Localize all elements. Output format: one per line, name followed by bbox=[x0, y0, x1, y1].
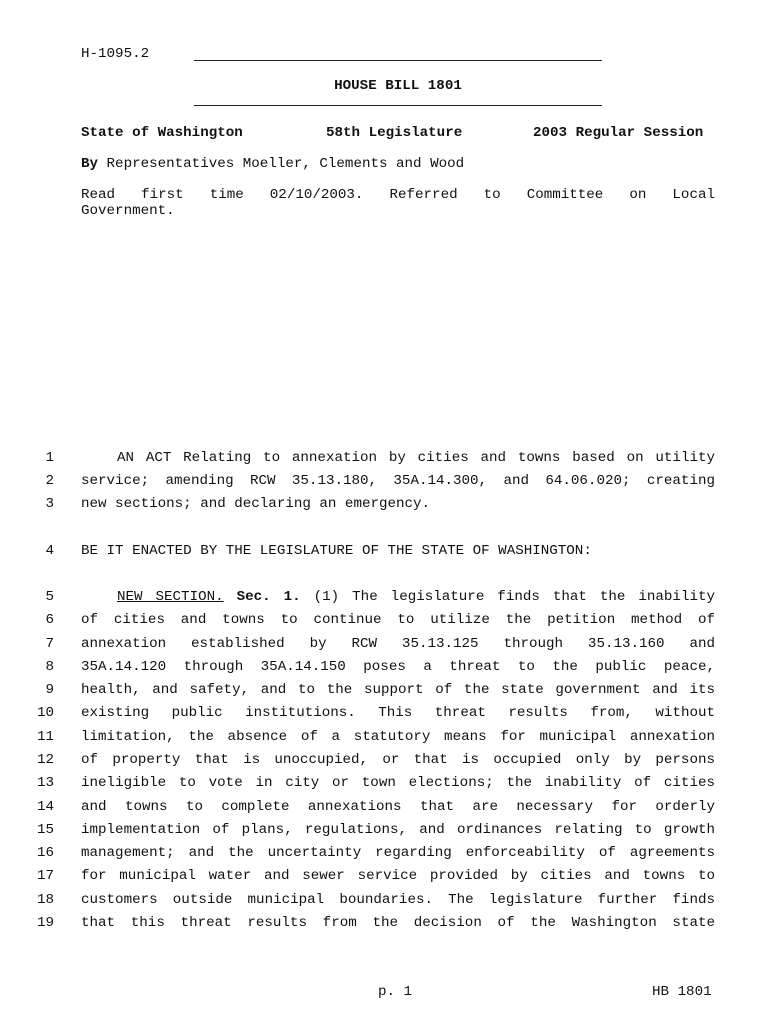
body-line: customers outside municipal boundaries. The legislature further finds bbox=[81, 892, 715, 908]
sponsors-prefix: By bbox=[81, 156, 99, 172]
line-number: 4 bbox=[45, 543, 54, 559]
body-line: existing public institutions. This threat results from, without bbox=[81, 705, 715, 721]
line-number: 7 bbox=[45, 636, 54, 652]
footer-bill-ref: HB 1801 bbox=[652, 984, 712, 1000]
line-number: 5 bbox=[45, 589, 54, 605]
line-number: 13 bbox=[36, 775, 54, 791]
section-number: Sec. 1. bbox=[236, 589, 301, 605]
line-number: 10 bbox=[36, 705, 54, 721]
body-line: and towns to complete annexations that are necessary for orderly bbox=[81, 799, 715, 815]
body-line: AN ACT Relating to annexation by cities and towns based on utility bbox=[117, 450, 715, 466]
body-line: annexation established by RCW 35.13.125 through 35.13.160 and bbox=[81, 636, 715, 652]
sponsors-line bbox=[81, 156, 464, 172]
header-rule-bottom bbox=[194, 105, 602, 106]
line-number: 15 bbox=[36, 822, 54, 838]
session-label: 2003 Regular Session bbox=[533, 125, 704, 141]
line-number: 6 bbox=[45, 612, 54, 628]
legislature-label: 58th Legislature bbox=[326, 125, 463, 141]
body-line: for municipal water and sewer service provided by cities and towns to bbox=[81, 868, 715, 884]
body-line: service; amending RCW 35.13.180, 35A.14.300, and 64.06.020; creating bbox=[81, 473, 715, 489]
bill-title: HOUSE BILL 1801 bbox=[334, 78, 462, 94]
line-number: 12 bbox=[36, 752, 54, 768]
line-number: 18 bbox=[36, 892, 54, 908]
state-label: State of Washington bbox=[81, 125, 243, 141]
body-line: management; and the uncertainty regarding enforceability of agreements bbox=[81, 845, 715, 861]
enacting-clause: BE IT ENACTED BY THE LEGISLATURE OF THE STATE OF WASHINGTON: bbox=[81, 543, 592, 559]
line-number: 14 bbox=[36, 799, 54, 815]
committee-name-line: Government. bbox=[81, 203, 175, 219]
line-number: 1 bbox=[45, 450, 54, 466]
section-1-first-line bbox=[117, 589, 715, 605]
line-number: 16 bbox=[36, 845, 54, 861]
body-line: ineligible to vote in city or town elections; the inability of cities bbox=[81, 775, 715, 791]
document-id: H-1095.2 bbox=[81, 46, 150, 62]
section-text: (1) The legislature finds that the inability bbox=[313, 589, 716, 605]
body-line: implementation of plans, regulations, and ordinances relating to growth bbox=[81, 822, 715, 838]
new-section-label: NEW SECTION. bbox=[117, 589, 224, 605]
line-number: 19 bbox=[36, 915, 54, 931]
read-first-time-line: Read first time 02/10/2003. Referred to Committee on Local bbox=[81, 187, 715, 203]
body-line: that this threat results from the decision of the Washington state bbox=[81, 915, 715, 931]
line-number: 11 bbox=[36, 729, 54, 745]
page-number: p. 1 bbox=[378, 984, 413, 1000]
body-line: of cities and towns to continue to utilize the petition method of bbox=[81, 612, 715, 628]
line-number: 2 bbox=[45, 473, 54, 489]
line-number: 9 bbox=[45, 682, 54, 698]
body-line: 35A.14.120 through 35A.14.150 poses a threat to the public peace, bbox=[81, 659, 715, 675]
line-number: 8 bbox=[45, 659, 54, 675]
sponsors-names: Representatives Moeller, Clements and Wood bbox=[106, 156, 465, 172]
header-rule-top bbox=[194, 60, 602, 61]
body-line: of property that is unoccupied, or that is occupied only by persons bbox=[81, 752, 715, 768]
body-line: new sections; and declaring an emergency. bbox=[81, 496, 431, 512]
body-line: limitation, the absence of a statutory means for municipal annexation bbox=[81, 729, 715, 745]
line-number: 17 bbox=[36, 868, 54, 884]
line-number: 3 bbox=[45, 496, 54, 512]
body-line: health, and safety, and to the support of the state government and its bbox=[81, 682, 715, 698]
